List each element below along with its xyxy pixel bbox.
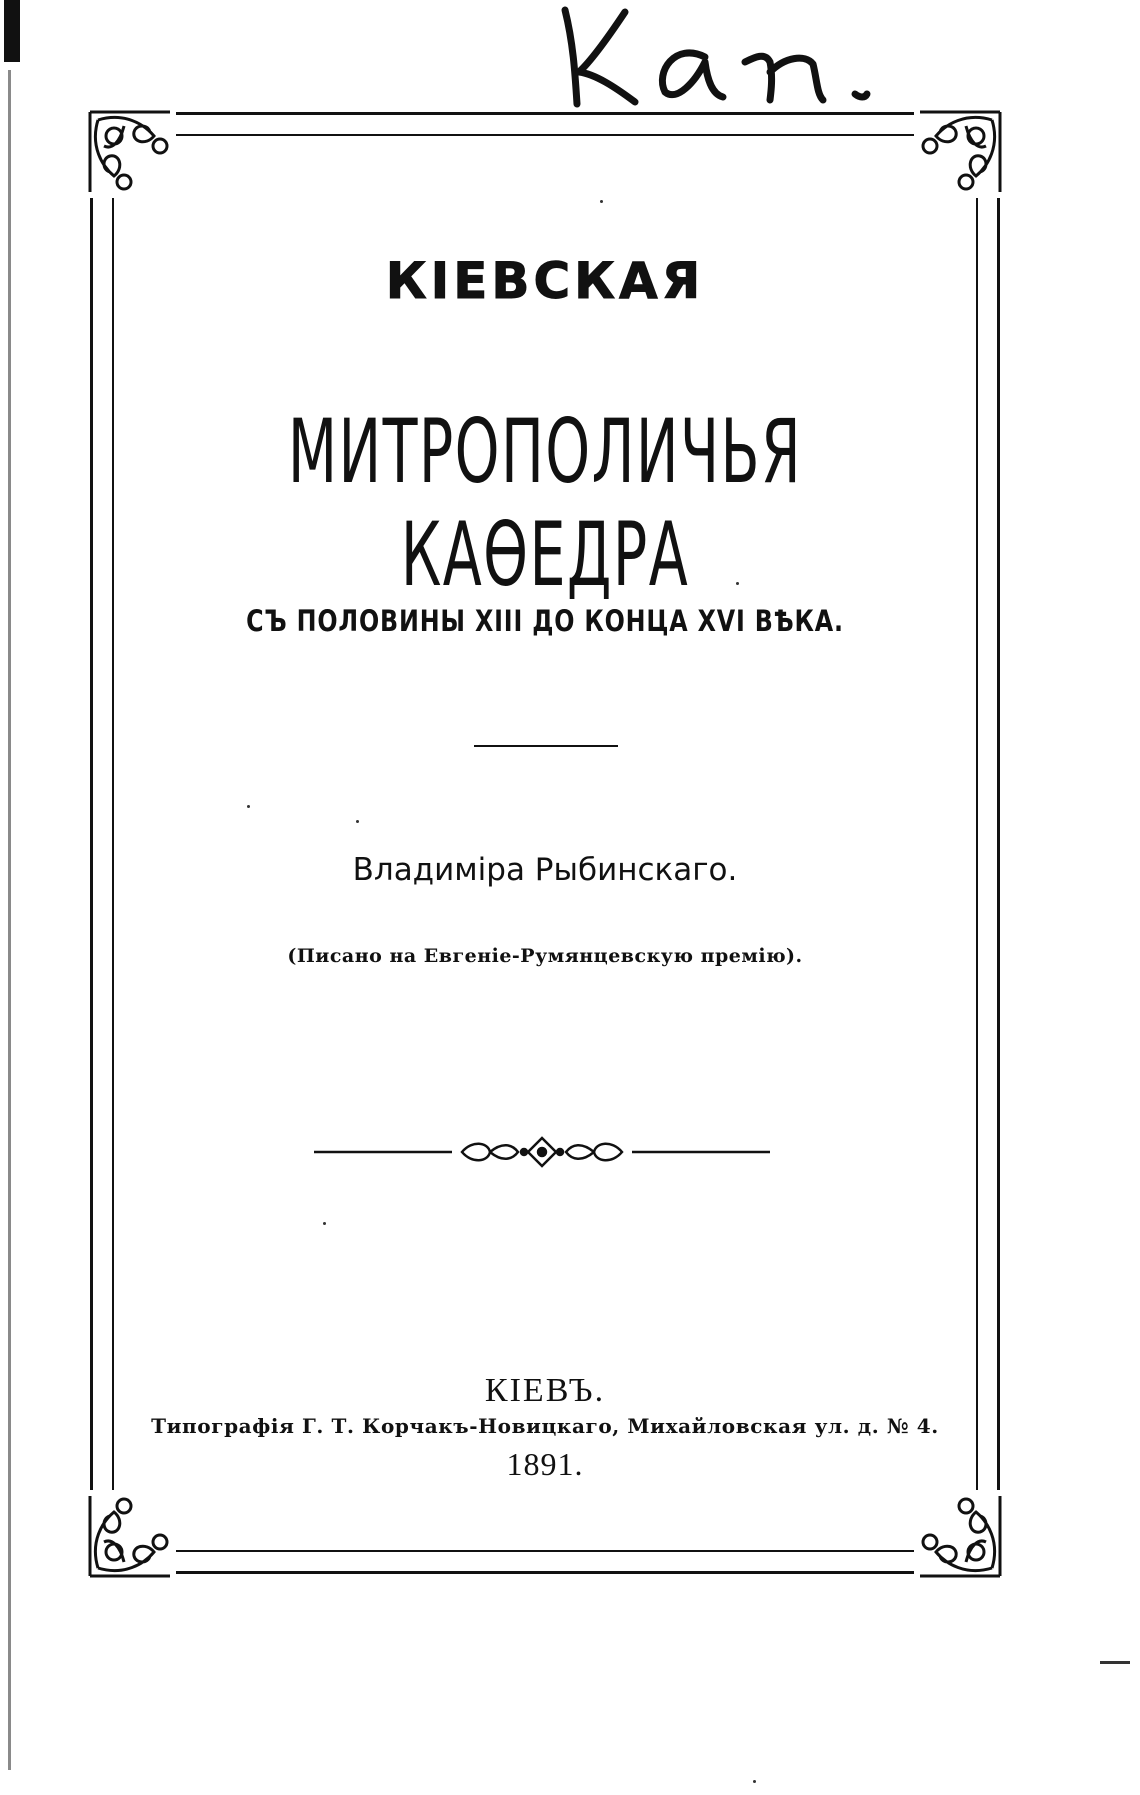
corner-ornament-top-right — [914, 106, 1006, 198]
paper-speck — [600, 200, 603, 203]
paper-speck — [753, 1780, 756, 1783]
title-line-2: МИТРОПОЛИЧЬЯ КАѲЕДРА — [287, 400, 803, 606]
handwritten-note — [555, 2, 915, 112]
paper-speck — [323, 1222, 326, 1225]
author-name: Владиміра Рыбинскаго. — [352, 852, 738, 888]
title-line-1: КІЕВСКАЯ — [385, 252, 705, 310]
corner-ornament-bottom-left — [84, 1490, 176, 1582]
binding-edge — [4, 0, 20, 62]
imprint-year: 1891. — [506, 1446, 584, 1482]
corner-ornament-top-left — [84, 106, 176, 198]
binding-shadow — [8, 70, 11, 1770]
imprint-printer: Типографія Г. Т. Корчакъ-Новицкаго, Михайловская ул. д. № 4. — [151, 1414, 939, 1438]
page-border-inner — [112, 134, 978, 1552]
corner-ornament-bottom-right — [914, 1490, 1006, 1582]
paper-speck — [247, 805, 250, 808]
paper-speck — [1100, 1661, 1130, 1664]
prize-note: (Писано на Евгеніе-Румянцевскую премію). — [287, 945, 803, 967]
imprint-city: КІЕВЪ. — [484, 1372, 606, 1409]
paper-speck — [736, 582, 739, 585]
ornamental-divider — [312, 1134, 772, 1170]
divider-rule — [474, 745, 618, 747]
paper-speck — [356, 820, 359, 823]
subtitle: СЪ ПОЛОВИНЫ XIII ДО КОНЦА XVI ВѢКА. — [246, 604, 844, 638]
